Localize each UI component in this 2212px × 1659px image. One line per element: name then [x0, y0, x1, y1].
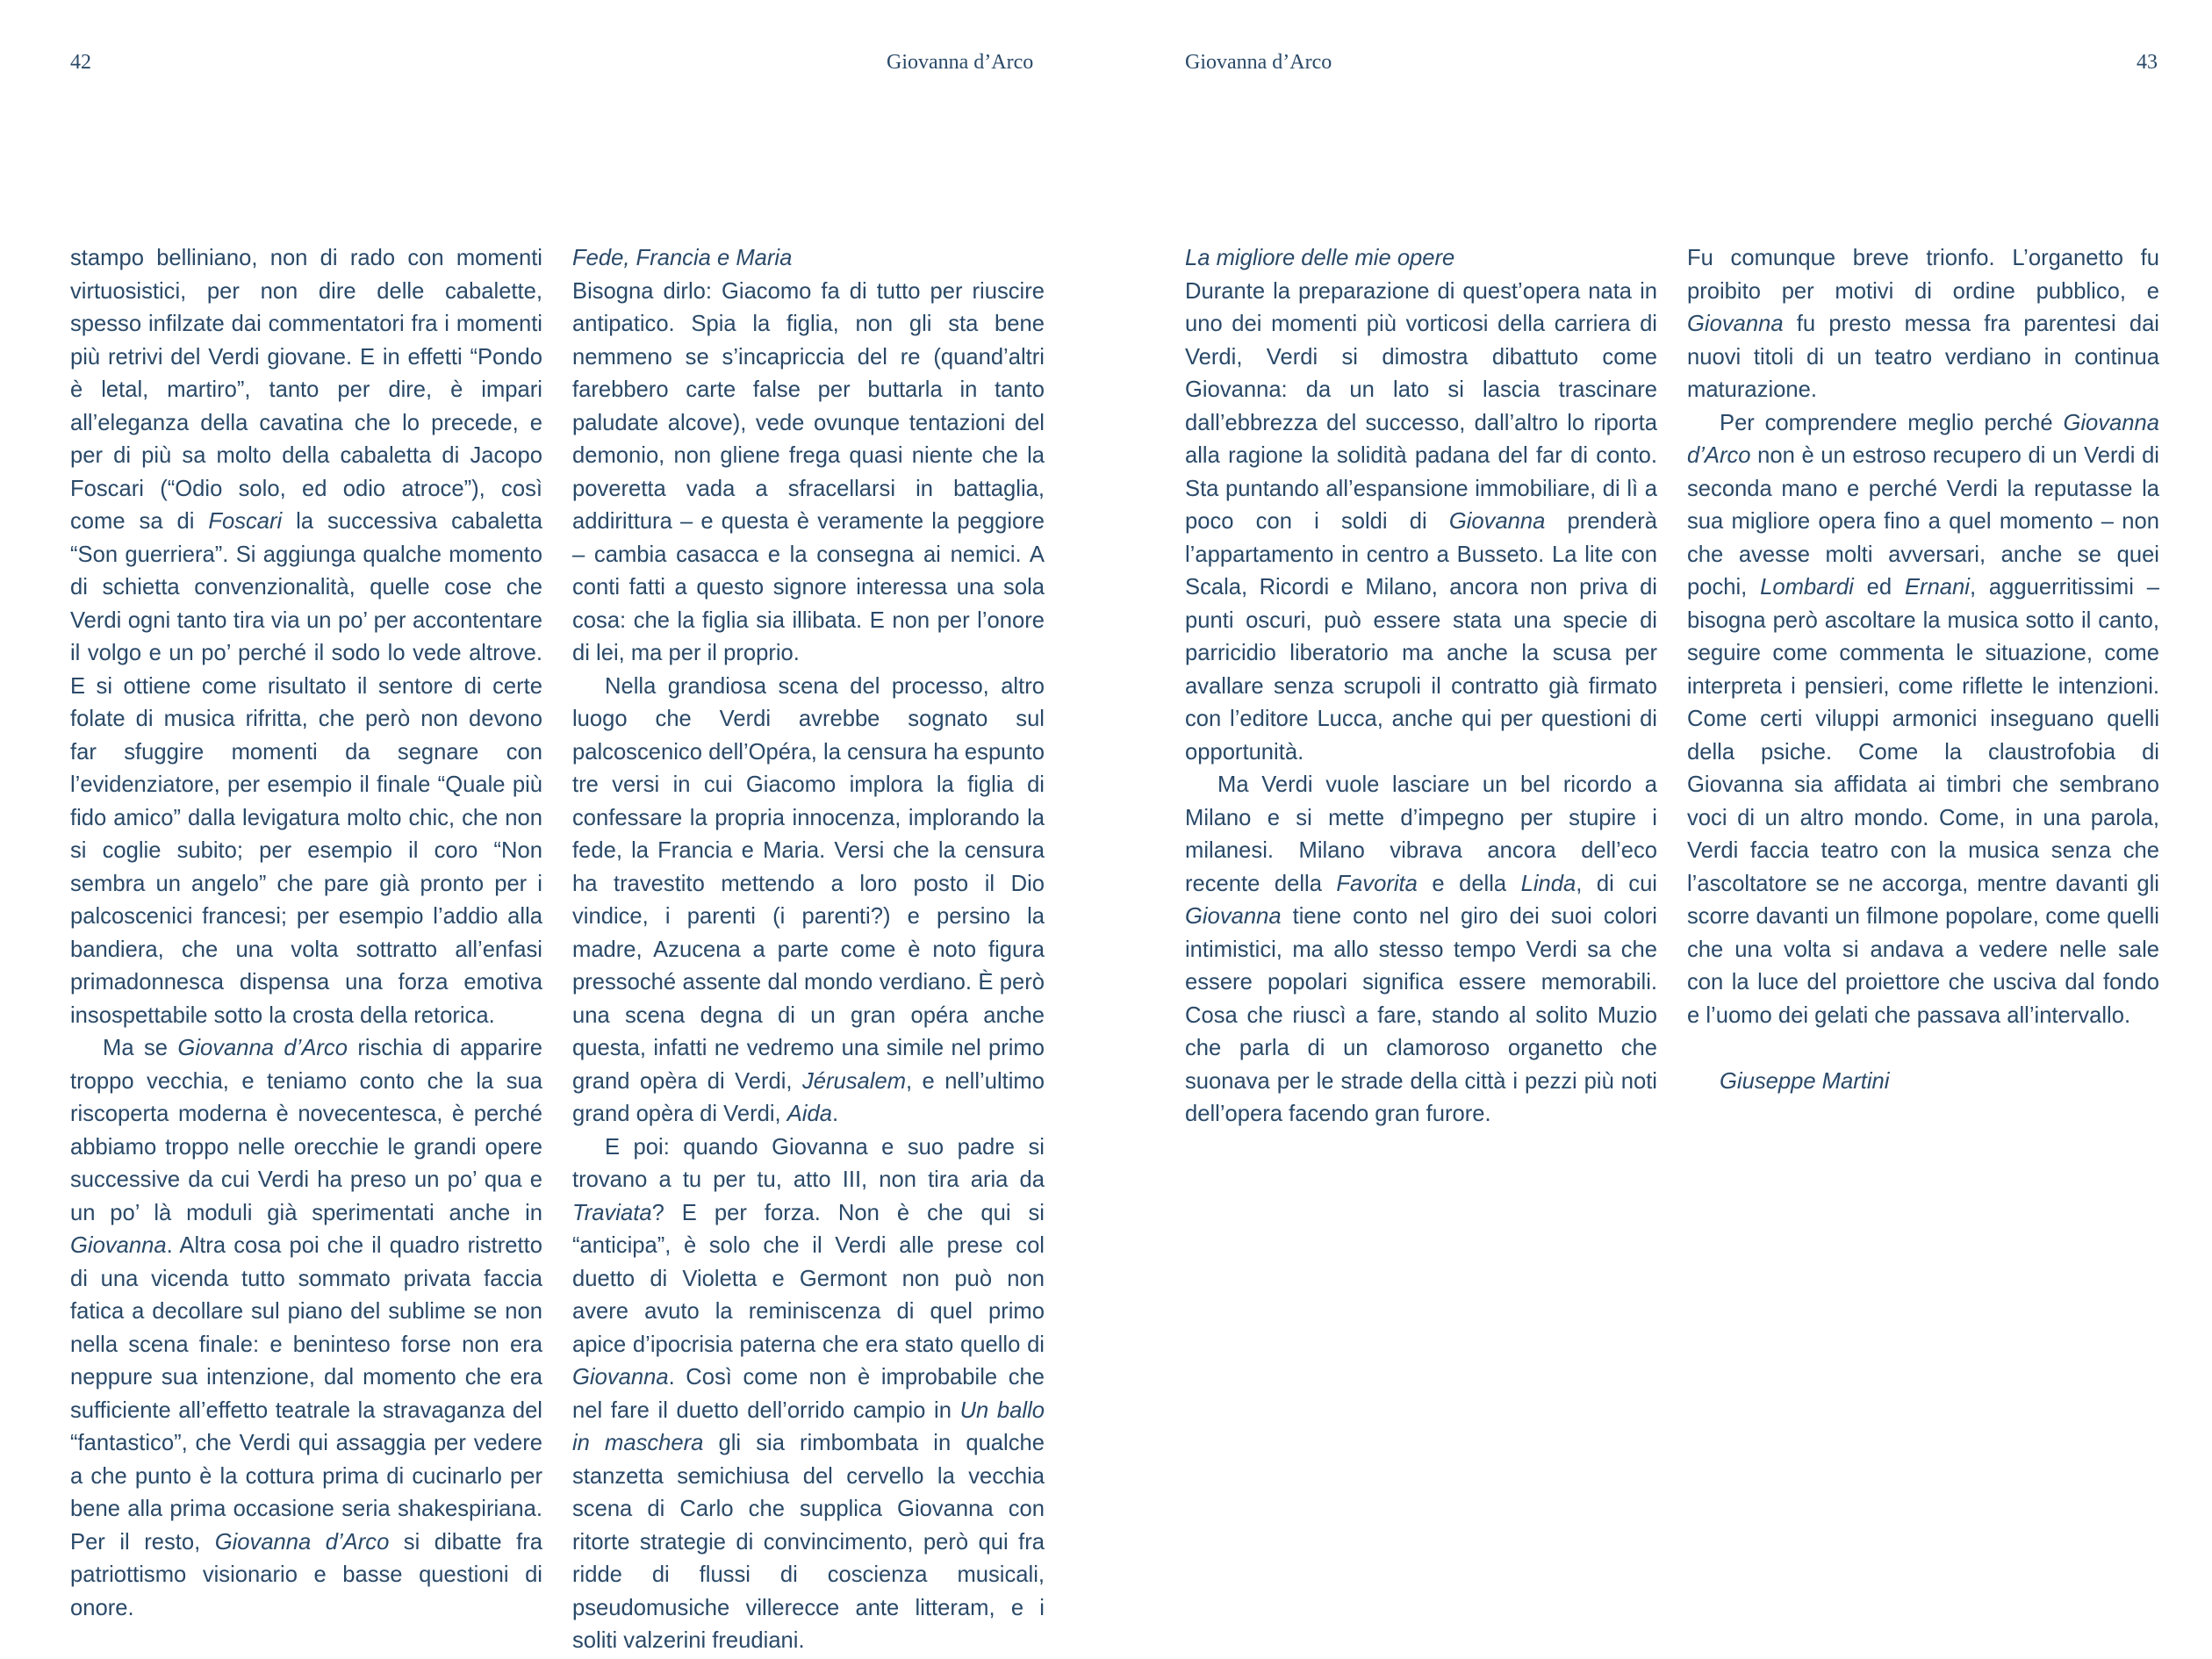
right-column-2 — [1687, 242, 2159, 1098]
body-text — [1185, 276, 1657, 1131]
body-text — [572, 276, 1045, 1658]
left-column-2 — [572, 242, 1045, 1658]
body-text — [1687, 242, 2159, 1032]
italic-title: Traviata — [572, 1200, 652, 1225]
running-head-left: Giovanna d’Arco — [887, 51, 1034, 74]
italic-title: Giovanna — [1185, 904, 1282, 929]
italic-title: Aida — [786, 1102, 832, 1126]
section-heading: Fede, Francia e Maria — [572, 246, 793, 270]
page-number-left: 42 — [70, 51, 91, 74]
paragraph: Per comprendere meglio perché Giovanna d’Arco non è un estroso recupero di un Verdi di seconda mano e perché Verdi la reputasse la sua migliore opera fino a quel momento – non che avesse molti avversari, anche se quei pochi, Lombardi ed Ernani, agguerritissimi – bisogna però ascoltare la musica sotto il canto, seguire come commenta le situazione, come interpreta i pensieri, come riflette le intenzioni. Come certi viluppi armonici inseguano quelli della psiche. Come la claustrofobia di Giovanna sia affidata ai timbri che sembrano voci di un altro mondo. Come, in una parola, Verdi faccia teatro con la musica senza che l’ascoltatore se ne accorga, mentre davanti gli scorre davanti un filmone popolare, come quelli che una volta si andava a vedere nelle sale con la luce del proiettore che usciva dal fondo e l’uomo dei gelati che passava all’intervallo. — [1687, 410, 2159, 1028]
paragraph: Nella grandiosa scena del processo, altro luogo che Verdi avrebbe sognato sul palcoscenico dell’Opéra, la censura ha espunto tre versi in cui Giacomo implora la figlia di confessare la propria innocenza, implorando la fede, la Francia e Maria. Versi che la censura ha travestito mettendo a loro posto il Dio vindice, i parenti (i parenti?) e persino la madre, Azucena a parte come è noto figura pressoché assente dal mondo verdiano. È però una scena degna di un gran opéra anche questa, infatti ne vedremo una simile nel primo grand opèra di Verdi, Jérusalem, e nell’ultimo grand opèra di Verdi, Aida. — [572, 673, 1045, 1126]
body-text — [70, 242, 542, 1625]
italic-title: Giovanna d’Arco — [214, 1529, 390, 1555]
italic-title: Jérusalem — [801, 1068, 907, 1094]
paragraph: Ma Verdi vuole lasciare un bel ricordo a Milano e si mette d’impegno per stupire i milanesi. Milano vibrava ancora dell’eco recente della Favorita e della Linda, di cui Giovanna tiene conto nel giro dei suoi colori intimistici, ma allo stesso tempo Verdi sa che essere popolari significa essere memorabili. Cosa che riuscì a fare, stando al solito Muzio che parla di un clamoroso organetto che suonava per le strade della città i pezzi più noti dell’opera facendo gran furore. — [1185, 772, 1657, 1126]
section-heading: La migliore delle mie opere — [1185, 246, 1455, 270]
italic-title: Giovanna — [70, 1233, 167, 1258]
italic-title: Foscari — [208, 509, 283, 534]
italic-title: Lombardi — [1760, 575, 1854, 600]
italic-title: Giovanna d’Arco — [177, 1036, 348, 1060]
paragraph: Ma se Giovanna d’Arco rischia di apparire troppo vecchia, e teniamo conto che la sua riscoperta moderna è novecentesca, è perché abbiamo troppo nelle orecchie le grandi opere successive da cui Verdi ha preso un po’ qua e un po’ là moduli già sperimentati anche in Giovanna. Altra cosa poi che il quadro ristretto di una vicenda tutto sommato privata faccia fatica a decollare sul piano del sublime se non nella scena finale: e beninteso forse non era neppure sua intenzione, dal momento che era sufficiente all’effetto teatrale la stravaganza del “fantastico”, che Verdi qui assaggia per vedere a che punto è la cottura prima di cucinarlo per bene alla prima occasione seria shakespiriana. Per il resto, Giovanna d’Arco si dibatte fra patriottismo visionario e basse questioni di onore. — [70, 1036, 542, 1620]
paragraph: Fu comunque breve trionfo. L’organetto fu proibito per motivi di ordine pubblico, e Giovanna fu presto messa fra parentesi dai nuovi titoli di un teatro verdiano in continua maturazione. — [1687, 246, 2159, 402]
page-number-right: 43 — [2137, 51, 2158, 74]
italic-title: Giovanna d’Arco — [1687, 410, 2159, 468]
left-column-1 — [70, 242, 542, 1625]
italic-title: Un ballo in maschera — [572, 1397, 1045, 1455]
paragraph: Durante la preparazione di quest’opera nata in uno dei momenti più vorticosi della carriera di Verdi, Verdi si dimostra dibattuto come Giovanna: da un lato si lascia trascinare dall’ebbrezza del successo, dall’altro lo riporta alla ragione la solidità padana del far di conto. Sta puntando all’espansione immobiliare, di lì a poco con i soldi di Giovanna prenderà l’appartamento in centro a Busseto. La lite con Scala, Ricordi e Milano, ancora non priva di punti oscuri, può essere stata una specie di parricidio liberatorio ma anche la scusa per avallare senza scrupoli il contratto già firmato con l’editore Lucca, anche qui per questioni di opportunità. — [1185, 278, 1658, 765]
italic-title: Giovanna — [572, 1365, 669, 1390]
italic-title: Ernani — [1904, 575, 1970, 600]
italic-title: Giovanna — [1448, 509, 1546, 534]
paragraph: stampo belliniano, non di rado con momenti virtuosistici, per non dire delle cabalette, spesso infilzate dai commentatori fra i momenti più retrivi del Verdi giovane. E in effetti “Pondo è letal, martiro”, tanto per dire, è impari all’eleganza della cavatina che lo precede, e per di più sa molto della cabaletta di Jacopo Foscari (“Odio solo, ed odio atroce”), così come sa di Foscari la successiva cabaletta “Son guerriera”. Si aggiunga qualche momento di schietta convenzionalità, quelle cose che Verdi ogni tanto tira via un po’ per accontentare il volgo e un po’ perché il sodo lo vede altrove. E si ottiene come risultato il sentore di certe folate di musica rifritta, che però non devono far sfuggire momenti da segnare con l’evidenziatore, per esempio il finale “Quale più fido amico” dalla levigatura molto chic, che non si coglie subito; per esempio il coro “Non sembra un angelo” che pare già pronto per i palcoscenici francesi; per esempio l’addio alla bandiera, che una volta sottratto all’enfasi primadonnesca dispensa una forza emotiva insospettabile sotto la crosta della retorica. — [70, 246, 543, 1028]
author-signature: Giuseppe Martini — [1720, 1068, 1890, 1094]
paragraph: E poi: quando Giovanna e suo padre si trovano a tu per tu, atto III, non tira aria da Traviata? E per forza. Non è che qui si “anticipa”, è solo che il Verdi alle prese col duetto di Violetta e Germont non può non avere avuto la reminiscenza di quel primo apice d’ipocrisia paterna che era stato quello di Giovanna. Così come non è improbabile che nel fare il duetto dell’orrido campio in Un ballo in maschera gli sia rimbombata in qualche stanzetta semichiusa del cervello la vecchia scena di Carlo che supplica Giovanna con ritorte strategie di convincimento, però qui fra ridde di flussi di coscienza musicali, pseudomusiche villerecce ante litteram, e i soliti valzerini freudiani. — [572, 1134, 1045, 1653]
paragraph: Bisogna dirlo: Giacomo fa di tutto per riuscire antipatico. Spia la figlia, non gli sta bene nemmeno se s’incapriccia del re (quand’altri farebbero carte false per buttarla in tanto paludate alcove), vede ovunque tentazioni del demonio, non gliene frega quasi niente che la poveretta vada a sfracellarsi in battaglia, addirittura – e questa è veramente la peggiore – cambia casacca e la consegna ai nemici. A conti fatti a questo signore interessa una sola cosa: che la figlia sia illibata. E non per l’onore di lei, ma per il proprio. — [572, 278, 1045, 665]
italic-title: Giovanna — [1687, 312, 1784, 336]
right-column-1 — [1185, 242, 1657, 1131]
running-head-right: Giovanna d’Arco — [1185, 51, 1332, 74]
italic-title: Linda — [1520, 871, 1576, 896]
italic-title: Favorita — [1336, 871, 1418, 896]
